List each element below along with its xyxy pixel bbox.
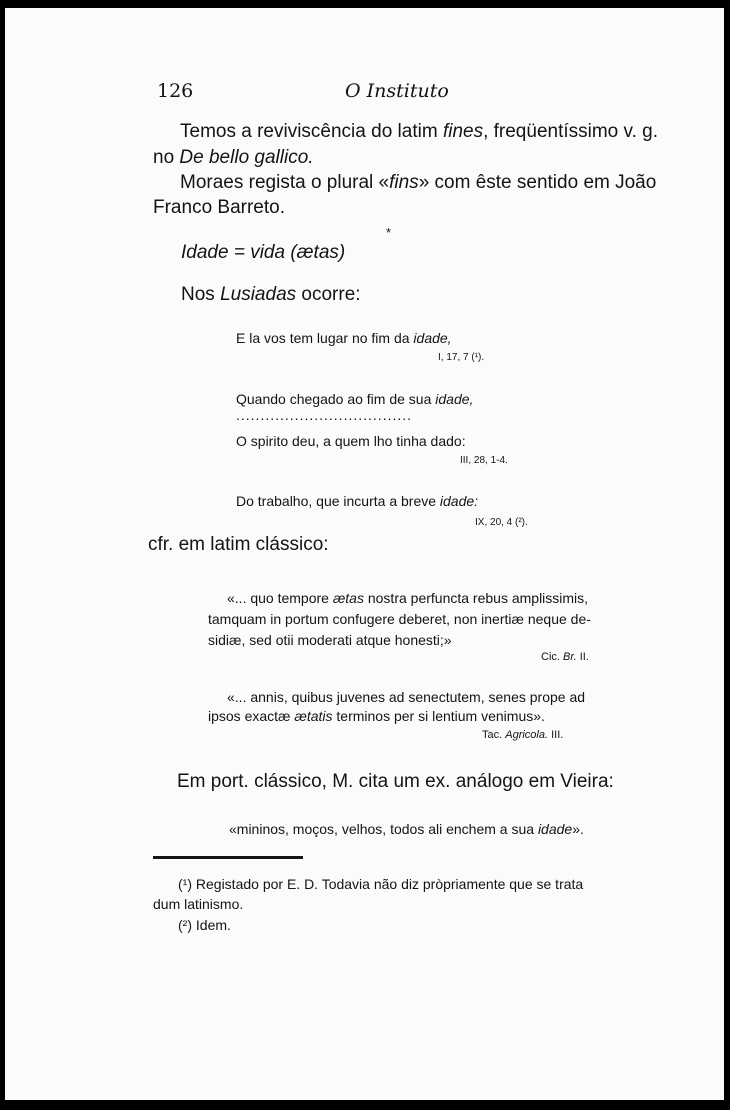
latin-quote1-line3: sidiæ, sed otii moderati atque honesti;» [208,632,452,648]
separator-asterisk: * [386,225,392,240]
paragraph1-line1: Temos a reviviscência do latim fines, freqüentíssimo v. g. [180,121,659,142]
verse-quote2-line2: O spirito deu, a quem lho tinha dado: [236,433,466,449]
lusiadas-intro: Nos Lusiadas ocorre: [181,284,361,305]
footnote1-line1: (¹) Registado por E. D. Todavia não diz pròpriamente que se trata [178,876,584,892]
verse-quote3-ref: IX, 20, 4 (²). [475,517,528,528]
paragraph2-line2: Franco Barreto. [153,197,285,218]
footnote-rule [153,856,303,859]
verse-quote2-ref: III, 28, 1-4. [460,455,508,466]
latin-quote1-line2: tamquam in portum confugere deberet, non inertiæ neque de- [208,611,591,627]
latin-quote1-ref: Cic. Br. II. [541,651,589,663]
latin-quote1-line1: «... quo tempore ætas nostra perfuncta rebus amplissimis, [227,590,589,606]
verse-quote3: Do trabalho, que incurta a breve idade: [236,493,479,509]
port-intro: Em port. clássico, M. cita um ex. análogo em Vieira: [177,771,614,792]
verse-quote2-ellipsis: .................................... [236,407,413,423]
paragraph1-line2: no De bello gallico. [153,147,314,168]
running-title: O Instituto [345,80,449,102]
latin-intro: cfr. em latim clássico: [148,534,329,555]
vieira-quote: «mininos, moços, velhos, todos ali enchem a sua idade». [229,821,584,837]
page-number: 126 [157,80,194,102]
footnote1-line2: dum latinismo. [153,896,244,912]
footnote2: (²) Idem. [178,917,231,933]
latin-quote2-ref: Tac. Agricola. III. [482,729,564,741]
latin-quote2-line2: ipsos exactæ ætatis terminos per si lentium venimus». [208,708,545,724]
paragraph2-line1: Moraes regista o plural «fins» com êste sentido em João [180,172,657,193]
page [5,8,724,1100]
verse-quote1: E la vos tem lugar no fim da idade, [236,330,452,346]
verse-quote1-ref: I, 17, 7 (¹). [438,352,485,363]
verse-quote2-line1: Quando chegado ao fim de sua idade, [236,391,474,407]
section-heading: Idade = vida (ætas) [181,242,346,263]
latin-quote2-line1: «... annis, quibus juvenes ad senectutem, senes prope ad [227,689,586,705]
